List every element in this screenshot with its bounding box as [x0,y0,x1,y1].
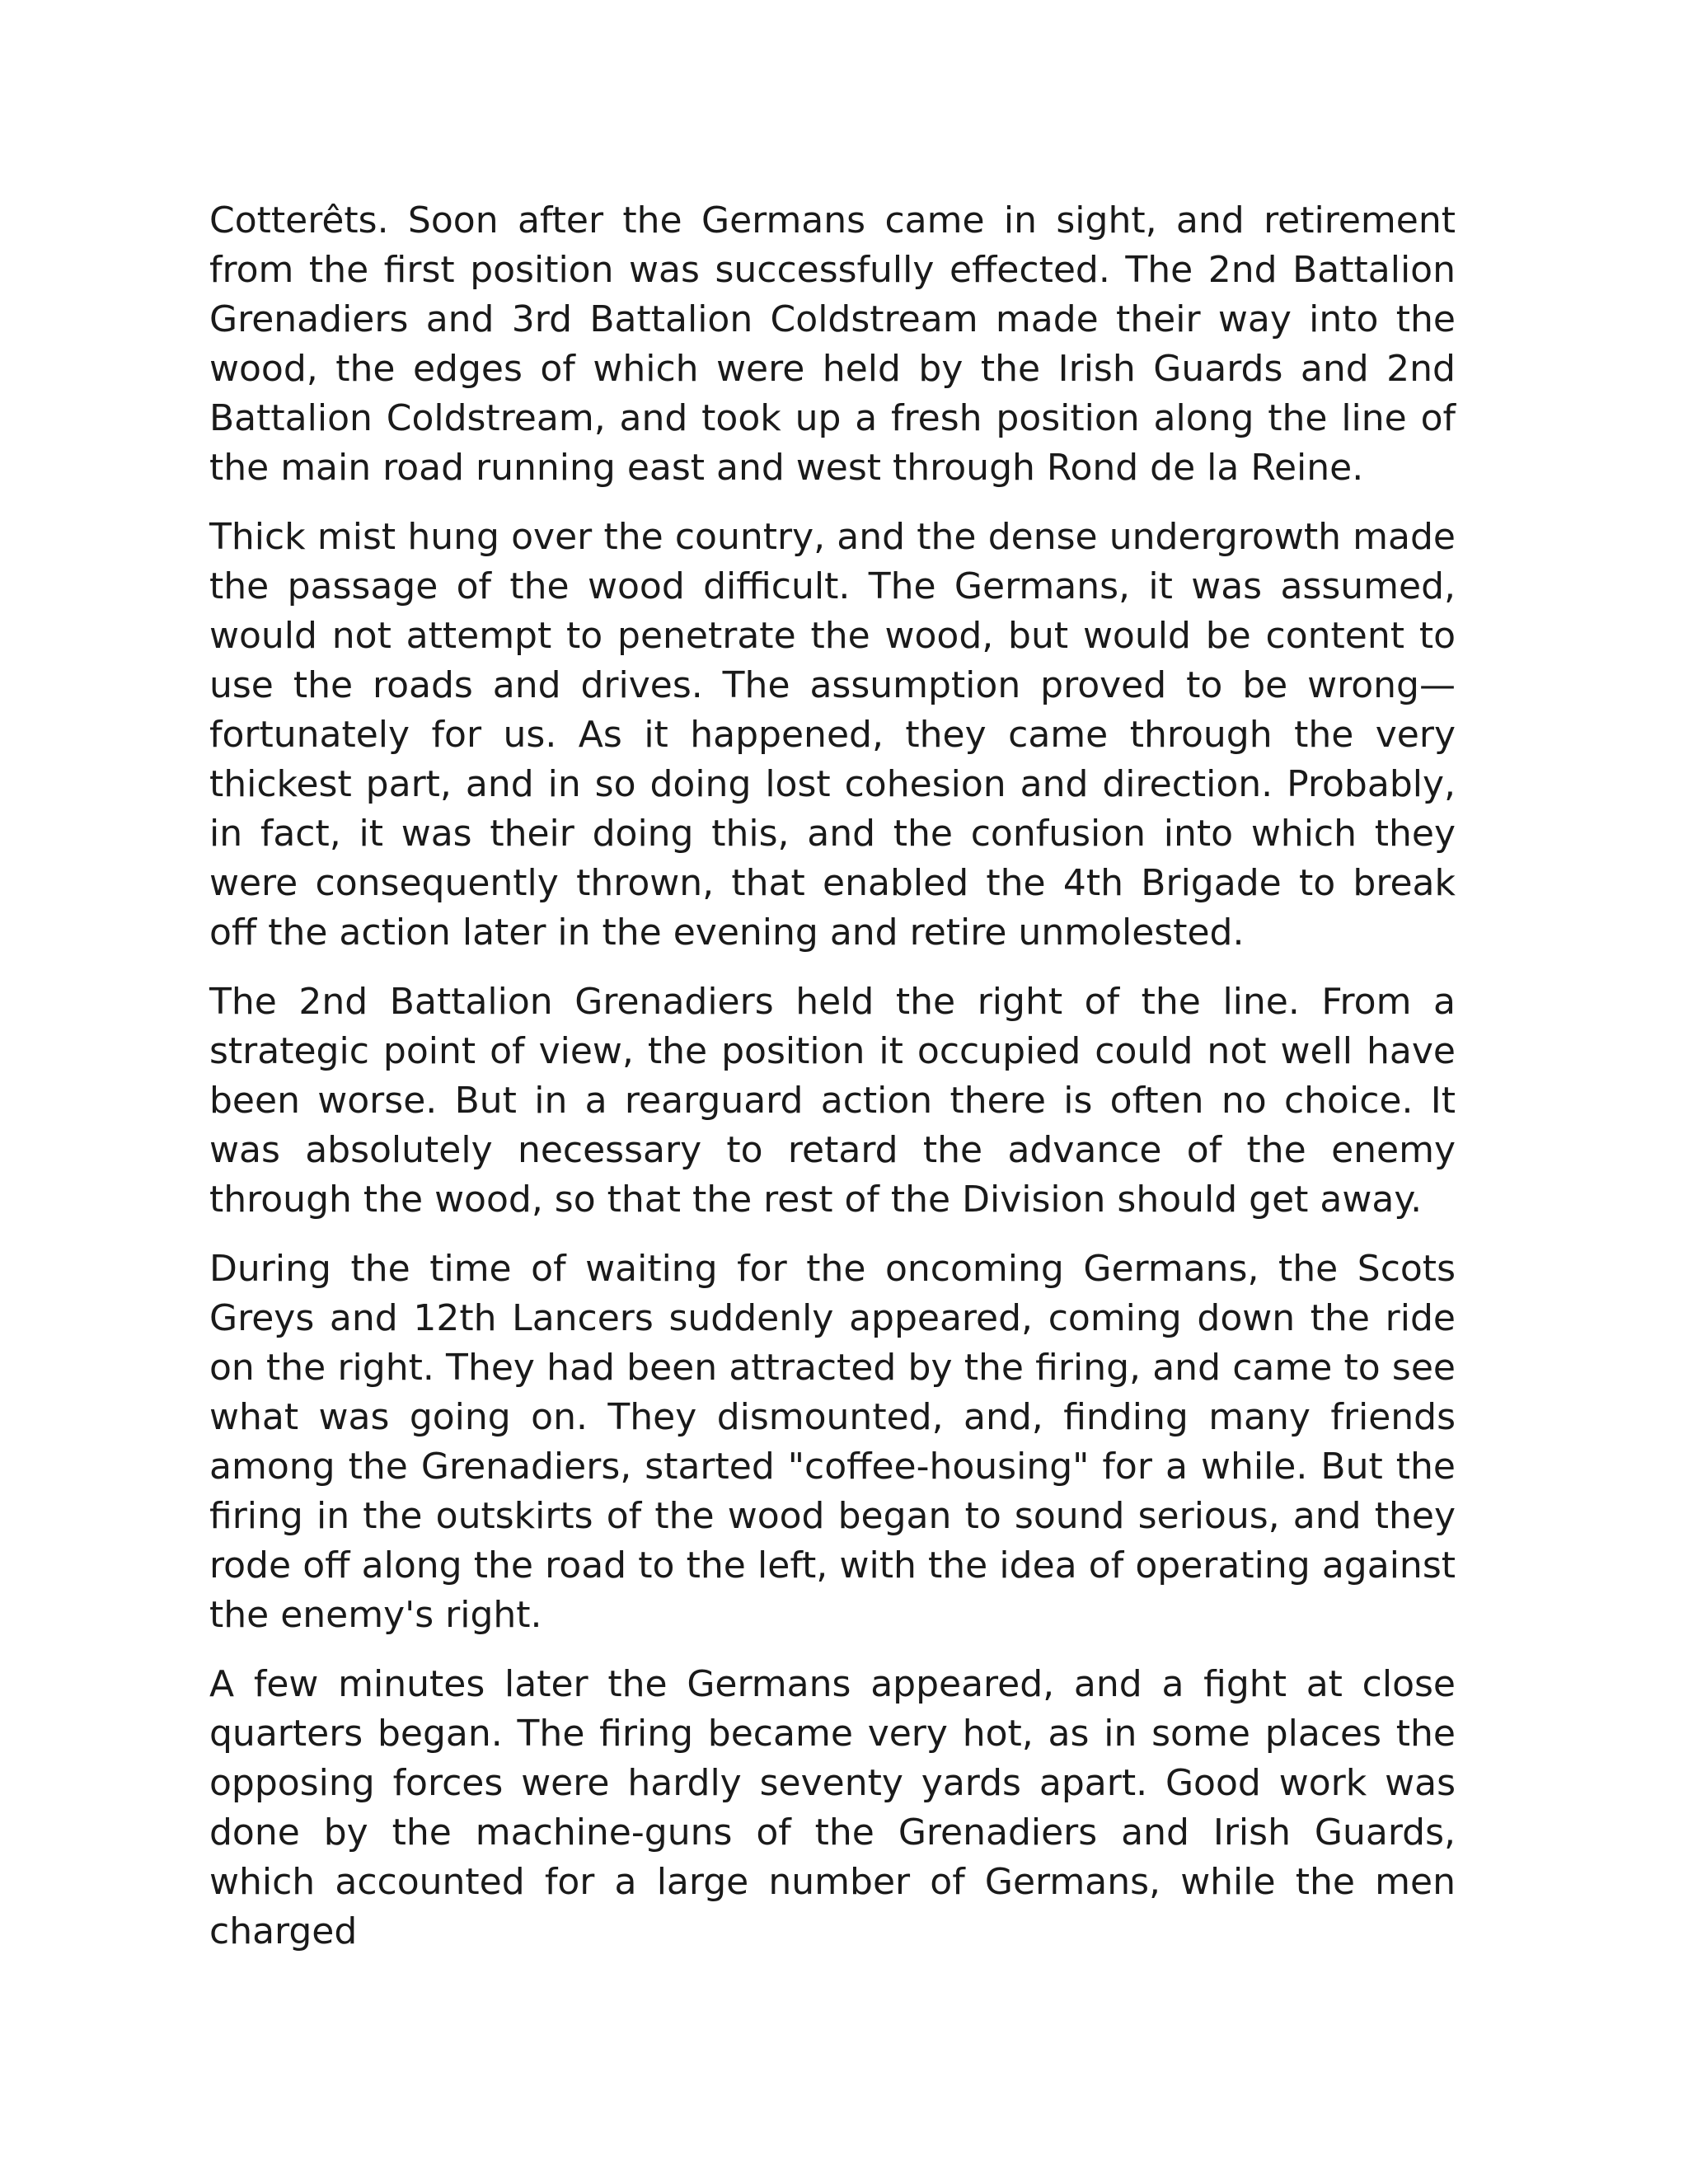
body-text [209,196,1456,1957]
paragraph-3: The 2nd Battalion Grenadiers held the right of the line. From a strategic point of view, the position it occupied could not well have been worse. But in a rearguard action there is often no choice. It was absolutely necessary to retard the advance of the enemy through the wood, so that the rest of the Division should get away. [209,981,1456,1221]
paragraph-5: A few minutes later the Germans appeared, and a fight at close quarters began. The firing became very hot, as in some places the opposing forces were hardly seventy yards apart. Good work was done by the machine-guns of the Grenadiers and Irish Guards, which accounted for a large number of Germans, while the men charged [209,1663,1456,1952]
paragraph-2: Thick mist hung over the country, and the dense undergrowth made the passage of the wood difficult. The Germans, it was assumed, would not attempt to penetrate the wood, but would be content to use the roads and drives. The assumption proved to be wrong—fortunately for us. As it happened, they came through the very thickest part, and in so doing lost cohesion and direction. Probably, in fact, it was their doing this, and the confusion into which they were consequently thrown, that enabled the 4th Brigade to break off the action later in the evening and retire unmolested. [209,516,1456,954]
paragraph-4: During the time of waiting for the oncoming Germans, the Scots Greys and 12th Lancers suddenly appeared, coming down the ride on the right. They had been attracted by the firing, and came to see what was going on. They dismounted, and, finding many friends among the Grenadiers, started "coffee-housing" for a while. But the firing in the outskirts of the wood began to sound serious, and they rode off along the road to the left, with the idea of operating against the enemy's right. [209,1248,1456,1636]
paragraph-1: Cotterêts. Soon after the Germans came in sight, and retirement from the first position was successfully effected. The 2nd Battalion Grenadiers and 3rd Battalion Coldstream made their way into the wood, the edges of which were held by the Irish Guards and 2nd Battalion Coldstream, and took up a fresh position along the line of the main road running east and west through Rond de la Reine. [209,199,1456,489]
